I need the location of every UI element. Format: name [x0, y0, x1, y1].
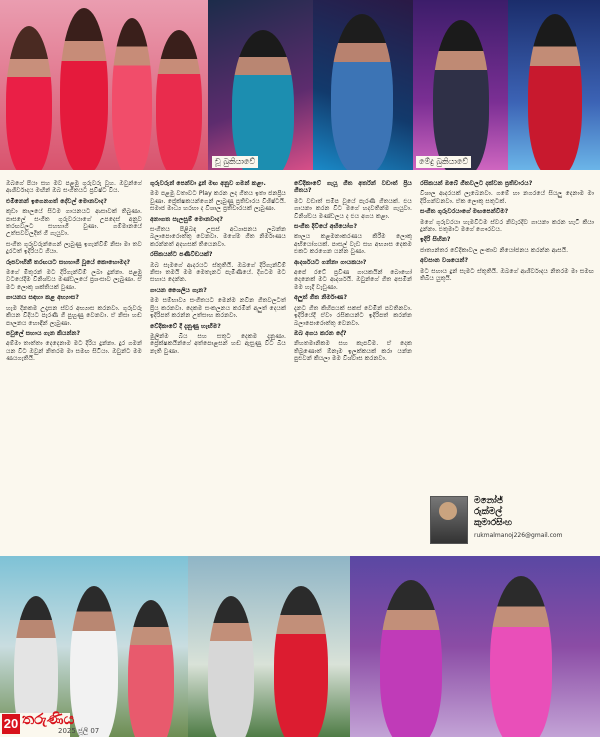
- paragraph: දැනට ගීත කිහිපයක් සකස් වෙමින් පවතිනවා. ඉදිරියේදී ඒවා රසිකයන්ට ඉදිරිපත් කරන්න බලාපොරොත්තු වෙනවා.: [294, 304, 412, 327]
- paragraph: හැම දිනකම උදෑසන ස්වර අභ්‍යාස කරනවා. ගුරුවරු කියන විදියට පැරණි ගී පුහුණු වෙනවා. ඒ නිසා හඬ පාලනය හොඳින් ලැබුණා.: [6, 304, 142, 327]
- paragraph: විශාල ආදරයක් ලැබෙනවා. ගමේ හා නගරයේ සියලු දෙනාම මා දිරිගන්වනවා. ඒක ලොකු සතුටක්.: [420, 190, 594, 205]
- paragraph: මට සහාය දුන් සැමට ස්තූතියි. ඔබගේ ආශීර්වාදය නිතරම මා සමඟ තිබිය යුතුයි.: [420, 267, 594, 283]
- author-name: [474, 496, 512, 529]
- question: ඉදිරි සිහින?: [420, 236, 451, 244]
- author-email[interactable]: rukmalmanoj226@gmail.com: [474, 532, 563, 539]
- photo-singer-purple-stage: [413, 0, 508, 170]
- question: සංගීත දිවියේ අභියෝග?: [294, 223, 358, 231]
- question: ඔබ අගය කරන දේ?: [294, 329, 347, 337]
- paragraph: මගේ මිතුරන් මට දිරිගැන්වීම් ලබා දුන්නා. පළමු වටයේදීම විනිශ්චය මණ්ඩලයේ ප්‍රශංසාව ලැබුණා. ඒ මට ලොකු ශක්තියක් වුණා.: [6, 269, 142, 291]
- issue-date: 2025 ජූලි 07: [58, 727, 100, 735]
- paragraph: නිහතමානිකම සහ කැපවීම. ඒ දෙක තිබුණොත් ඕනෑම ඉලක්කයක් කරා යන්න පුළුවන් කියලා මම විශ්වාස කරනවා.: [294, 340, 412, 363]
- question: එමිනෙන් ඉගෙනගත් දේවල් මොනවාද?: [6, 197, 108, 205]
- paragraph: කාලය කළමනාකරණය කිරීම ලොකු අභියෝගයක්. පාසල් වැඩ සහ අභ්‍යාස දෙකම එකට කරගෙන යන්න වුණා.: [294, 233, 412, 256]
- author-name-line: මනෝජ්: [474, 496, 503, 506]
- photo-singer-red-dress: [508, 0, 600, 170]
- paragraph: මට වඩාත් සමීප වූයේ පැරණි ගීතයක්. එය ගායනා කරන විට මගේ හදවතින්ම ගැයුවා. විනිශ්චය මණ්ඩලය ද එය අගය කළා.: [294, 197, 412, 220]
- article-column-1: [6, 180, 142, 552]
- paragraph: මුලින්ම බිය සහ සතුට දෙකම දැනුණා. ප්‍රේක්ෂකයින්ගේ අත්පොළසන් හඬ ඇසුණු විට බිය නැති වුණා.: [150, 332, 286, 355]
- photo-singers-group: [0, 0, 208, 170]
- question: ගායන ශෛලිය ගැන?: [150, 286, 207, 294]
- question: රසිකයන් ඔබේ ගීතවලට දක්වන ප්‍රතිචාරය?: [420, 180, 533, 187]
- question: පවුලේ සහාය ගැන කියන්න?: [6, 329, 81, 337]
- author-name-line: කුමාරසිංහ: [474, 518, 513, 528]
- author-photo-icon: [439, 502, 457, 520]
- article-column-2: [150, 180, 286, 552]
- question: ආදර්ශයට ගන්නා ගායකයා?: [294, 258, 367, 266]
- question: රසිකයන්ට පණිවිඩයක්?: [150, 251, 213, 259]
- question: සංගීත ගුරුවරයාගේ මඟපෙන්වීම?: [420, 208, 509, 216]
- question: වේදිකාවේ ගැයූ ගීත අතරින් වඩාත් ප්‍රිය ගීතය?: [294, 180, 412, 195]
- paragraph: ජාත්‍යන්තර වේදිකාවල ලංකාව නියෝජනය කරන්න ආසයි.: [420, 246, 569, 254]
- article-column-3: [294, 180, 412, 552]
- photo-performers-stage-purple: [350, 556, 600, 737]
- magazine-brand: තරුණිය: [22, 710, 75, 728]
- paragraph: මම සම්භාව්‍ය සංගීතයට මෙන්ම නවීන ගීතවලටත් ප්‍රිය කරනවා. දෙකම සංකලනය කරමින් අලුත් දෙයක් ඉදිරිපත් කරන්න උත්සාහ කරනවා.: [150, 297, 286, 320]
- author-name-line: රුක්මල්: [474, 507, 503, 517]
- question: අලුත් ගීත නිර්මාණ?: [294, 294, 348, 302]
- photo-singer-with-mic: [313, 0, 413, 170]
- paragraph: ඔබගේ පියා සහ මව පළමු ගුරුවරු වූහ. ඔවුන්ගේ ආශීර්වාදය මඟින් ඔබ සංගීතයට ප්‍රවිෂ්ට විය.: [6, 180, 142, 195]
- question: අනාගත සැලසුම් මොනවාද?: [150, 215, 223, 223]
- photo-caption-left: චූ බුකියාවේ: [212, 156, 258, 168]
- page-number: 20: [2, 714, 20, 734]
- paragraph: සංගීත ගුරුවරුන්ගෙන් ලැබුණු ඉගැන්වීම් නිසා මා තව දුරටත් ඉදිරියට ගියා.: [6, 240, 142, 256]
- photo-caption-right: මේදු බුකියාවේ: [416, 156, 471, 168]
- paragraph: අම්මා තාත්තා දෙදෙනාම මට දිරිය දුන්නා. දුර ගමන් යන විට ඔවුන් නිතරම මා සමඟ සිටියා. ඔවුන්ට මම ණයගැතියි.: [6, 340, 142, 363]
- photo-singer-blue-shirt: [208, 0, 313, 170]
- paragraph: ඔබ සැමගේ ආදරයට ස්තූතියි. ඔබගේ දිරිගැන්වීම් නිසා තමයි මම මෙතැනට පැමිණියේ. දිගටම මට සහාය දෙන්න.: [150, 261, 286, 284]
- photo-performers-red-dress: [188, 556, 350, 737]
- paragraph: කුඩා කාලයේ සිටම ගායනයට ආසාවක් තිබුණා. පාසලේ සංගීත ගුරුවරයාගේ උපදෙස් අනුව තරඟවලට සහභාගී වුණා. ගම්මානයේ උත්සවවලදීත් ගී ගැයුවා.: [6, 208, 142, 238]
- paragraph: සංගීතය පිළිබඳ උසස් අධ්‍යාපනය ලබන්න බලාපොරොත්තු වෙනවා. මගේම ගීත නිර්මාණය කරන්නත් අදහසක් තියෙනවා.: [150, 226, 286, 248]
- question: ගුරුවරුන් පෙන්වා දුන් මඟ අනුව ගමන් කළා.: [150, 180, 266, 187]
- author-byline: [418, 490, 598, 548]
- question: ගායනය සඳහා කළ අභ්‍යාස?: [6, 294, 79, 302]
- question: අවසාන වශයෙන්?: [420, 257, 469, 265]
- paragraph: මම පළමු වතාවට Play කරන ලද ගීතය ඉතා ජනප්‍රිය වුණා. ප්‍රේක්ෂකයන්ගෙන් ලැබුණු ප්‍රතිචාරය විශිෂ්ටයි. සමාජ මාධ්‍ය හරහා ද විශාල ප්‍රතිචාරයක් ලැබුණා.: [150, 190, 286, 213]
- question: රූපවාහිනී තරඟයට සහභාගී වූයේ කොහොමද?: [6, 258, 131, 266]
- paragraph: අපේ රටේ ප්‍රවීණ ගායකයින් බොහෝ දෙනෙක් මට ආදර්ශයි. ඔවුන්ගේ ගීත අසමින් මම හැදී වැඩුණා.: [294, 269, 412, 291]
- article-column-4: [420, 180, 594, 486]
- paragraph: මගේ ගුරුවරයා හැමවිටම ස්වර නිවැරදිව ගායනා කරන හැටි කියා දුන්නා. එතුමාට මගේ ගෞරවය.: [420, 218, 594, 234]
- question: වේදිකාවේ දී දැනුණු හැඟීම?: [150, 322, 221, 330]
